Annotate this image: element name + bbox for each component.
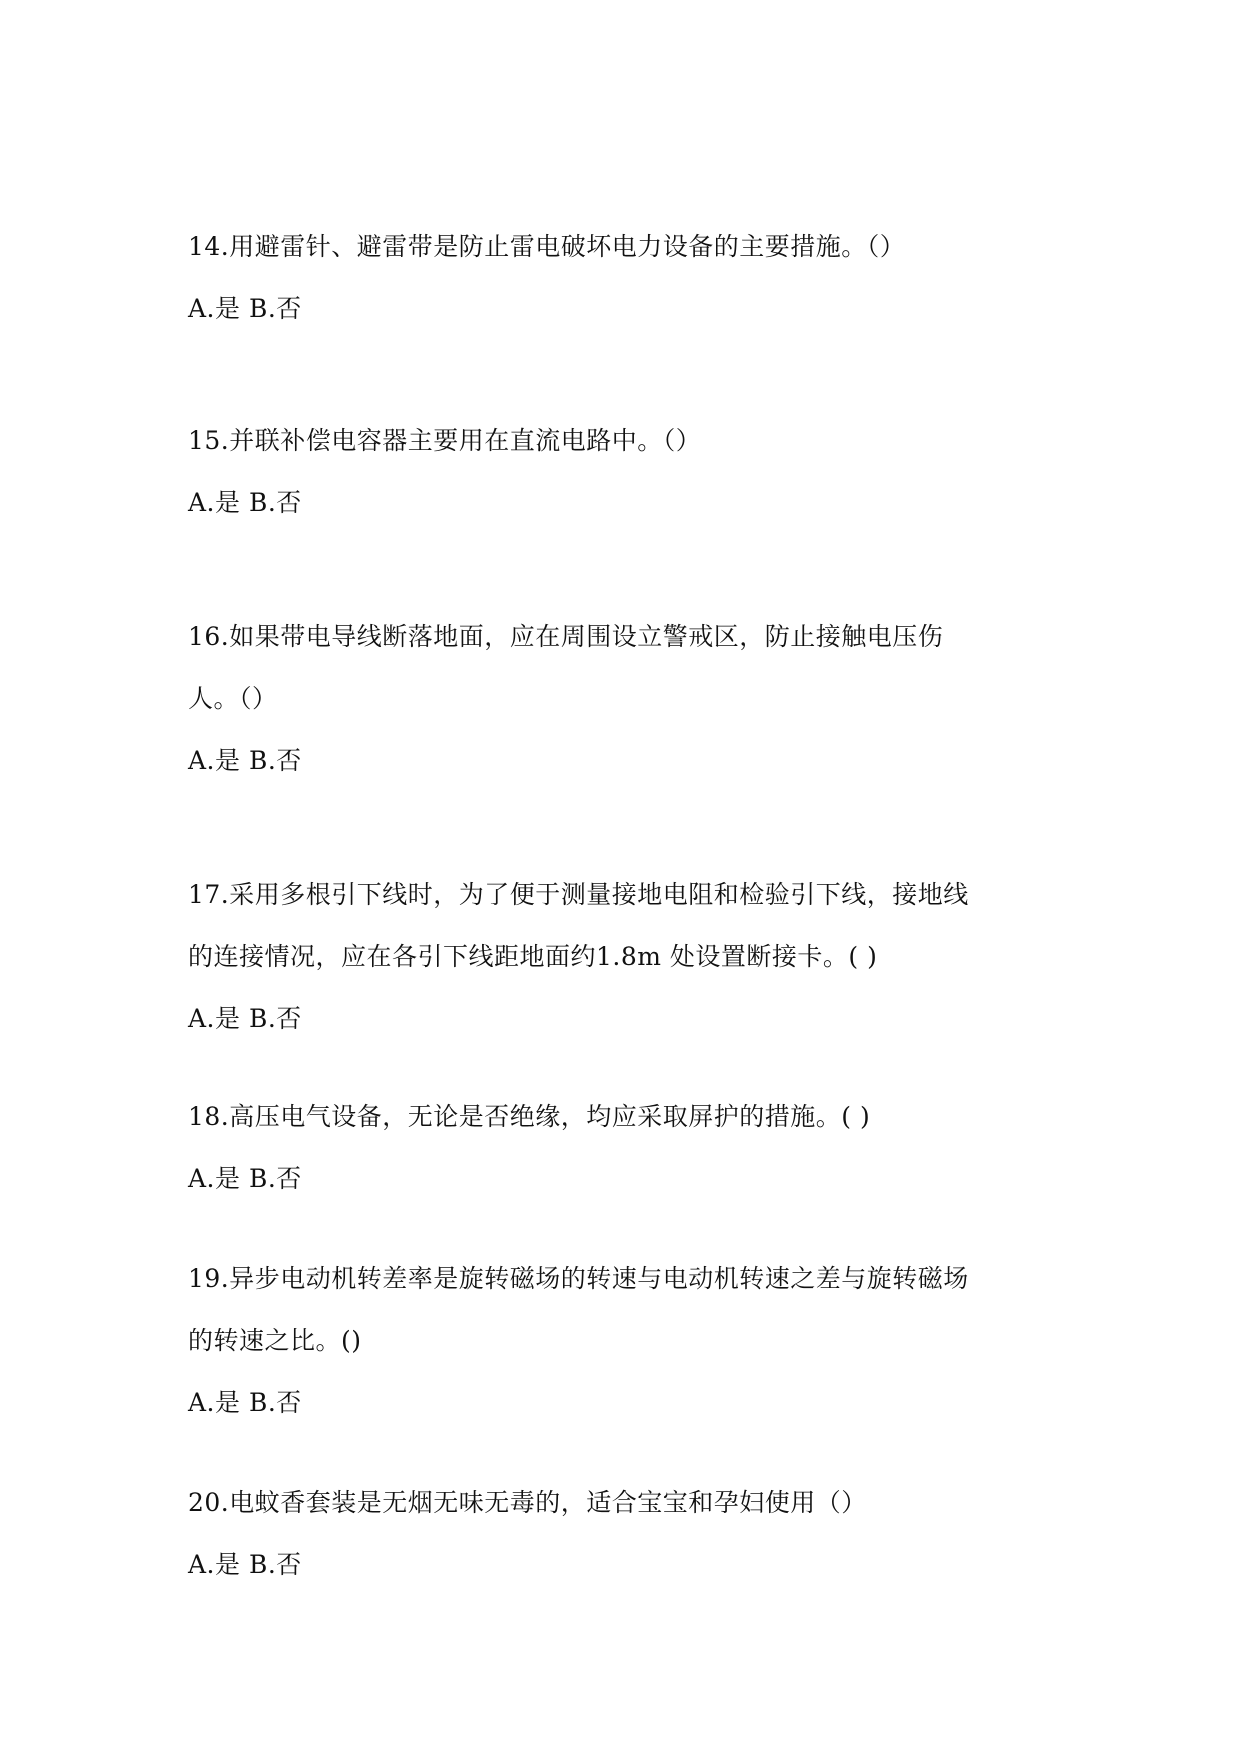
question-19-text-line-1: 19.异步电动机转差率是旋转磁场的转速与电动机转速之差与旋转磁场 <box>188 1264 969 1293</box>
question-20-options: A.是 B.否 <box>188 1550 302 1579</box>
question-16-text-line-1: 16.如果带电导线断落地面，应在周围设立警戒区，防止接触电压伤 <box>188 622 944 651</box>
question-15-options: A.是 B.否 <box>188 488 302 517</box>
question-18-options: A.是 B.否 <box>188 1164 302 1193</box>
question-17-text-line-1: 17.采用多根引下线时，为了便于测量接地电阻和检验引下线，接地线 <box>188 880 969 909</box>
question-16-text-line-2: 人。（） <box>188 684 278 713</box>
question-15-text: 15.并联补偿电容器主要用在直流电路中。（） <box>188 426 702 455</box>
question-17-options: A.是 B.否 <box>188 1004 302 1033</box>
question-18-text: 18.高压电气设备，无论是否绝缘，均应采取屏护的措施。( ) <box>188 1102 871 1131</box>
question-20-text: 20.电蚊香套装是无烟无味无毒的，适合宝宝和孕妇使用（） <box>188 1488 867 1517</box>
question-14-options: A.是 B.否 <box>188 294 302 323</box>
question-17-text-line-2: 的连接情况，应在各引下线距地面约1.8m 处设置断接卡。( ) <box>188 942 878 971</box>
question-16-options: A.是 B.否 <box>188 746 302 775</box>
question-14-text: 14.用避雷针、避雷带是防止雷电破坏电力设备的主要措施。（） <box>188 232 906 261</box>
question-19-text-line-2: 的转速之比。() <box>188 1326 362 1355</box>
question-19-options: A.是 B.否 <box>188 1388 302 1417</box>
